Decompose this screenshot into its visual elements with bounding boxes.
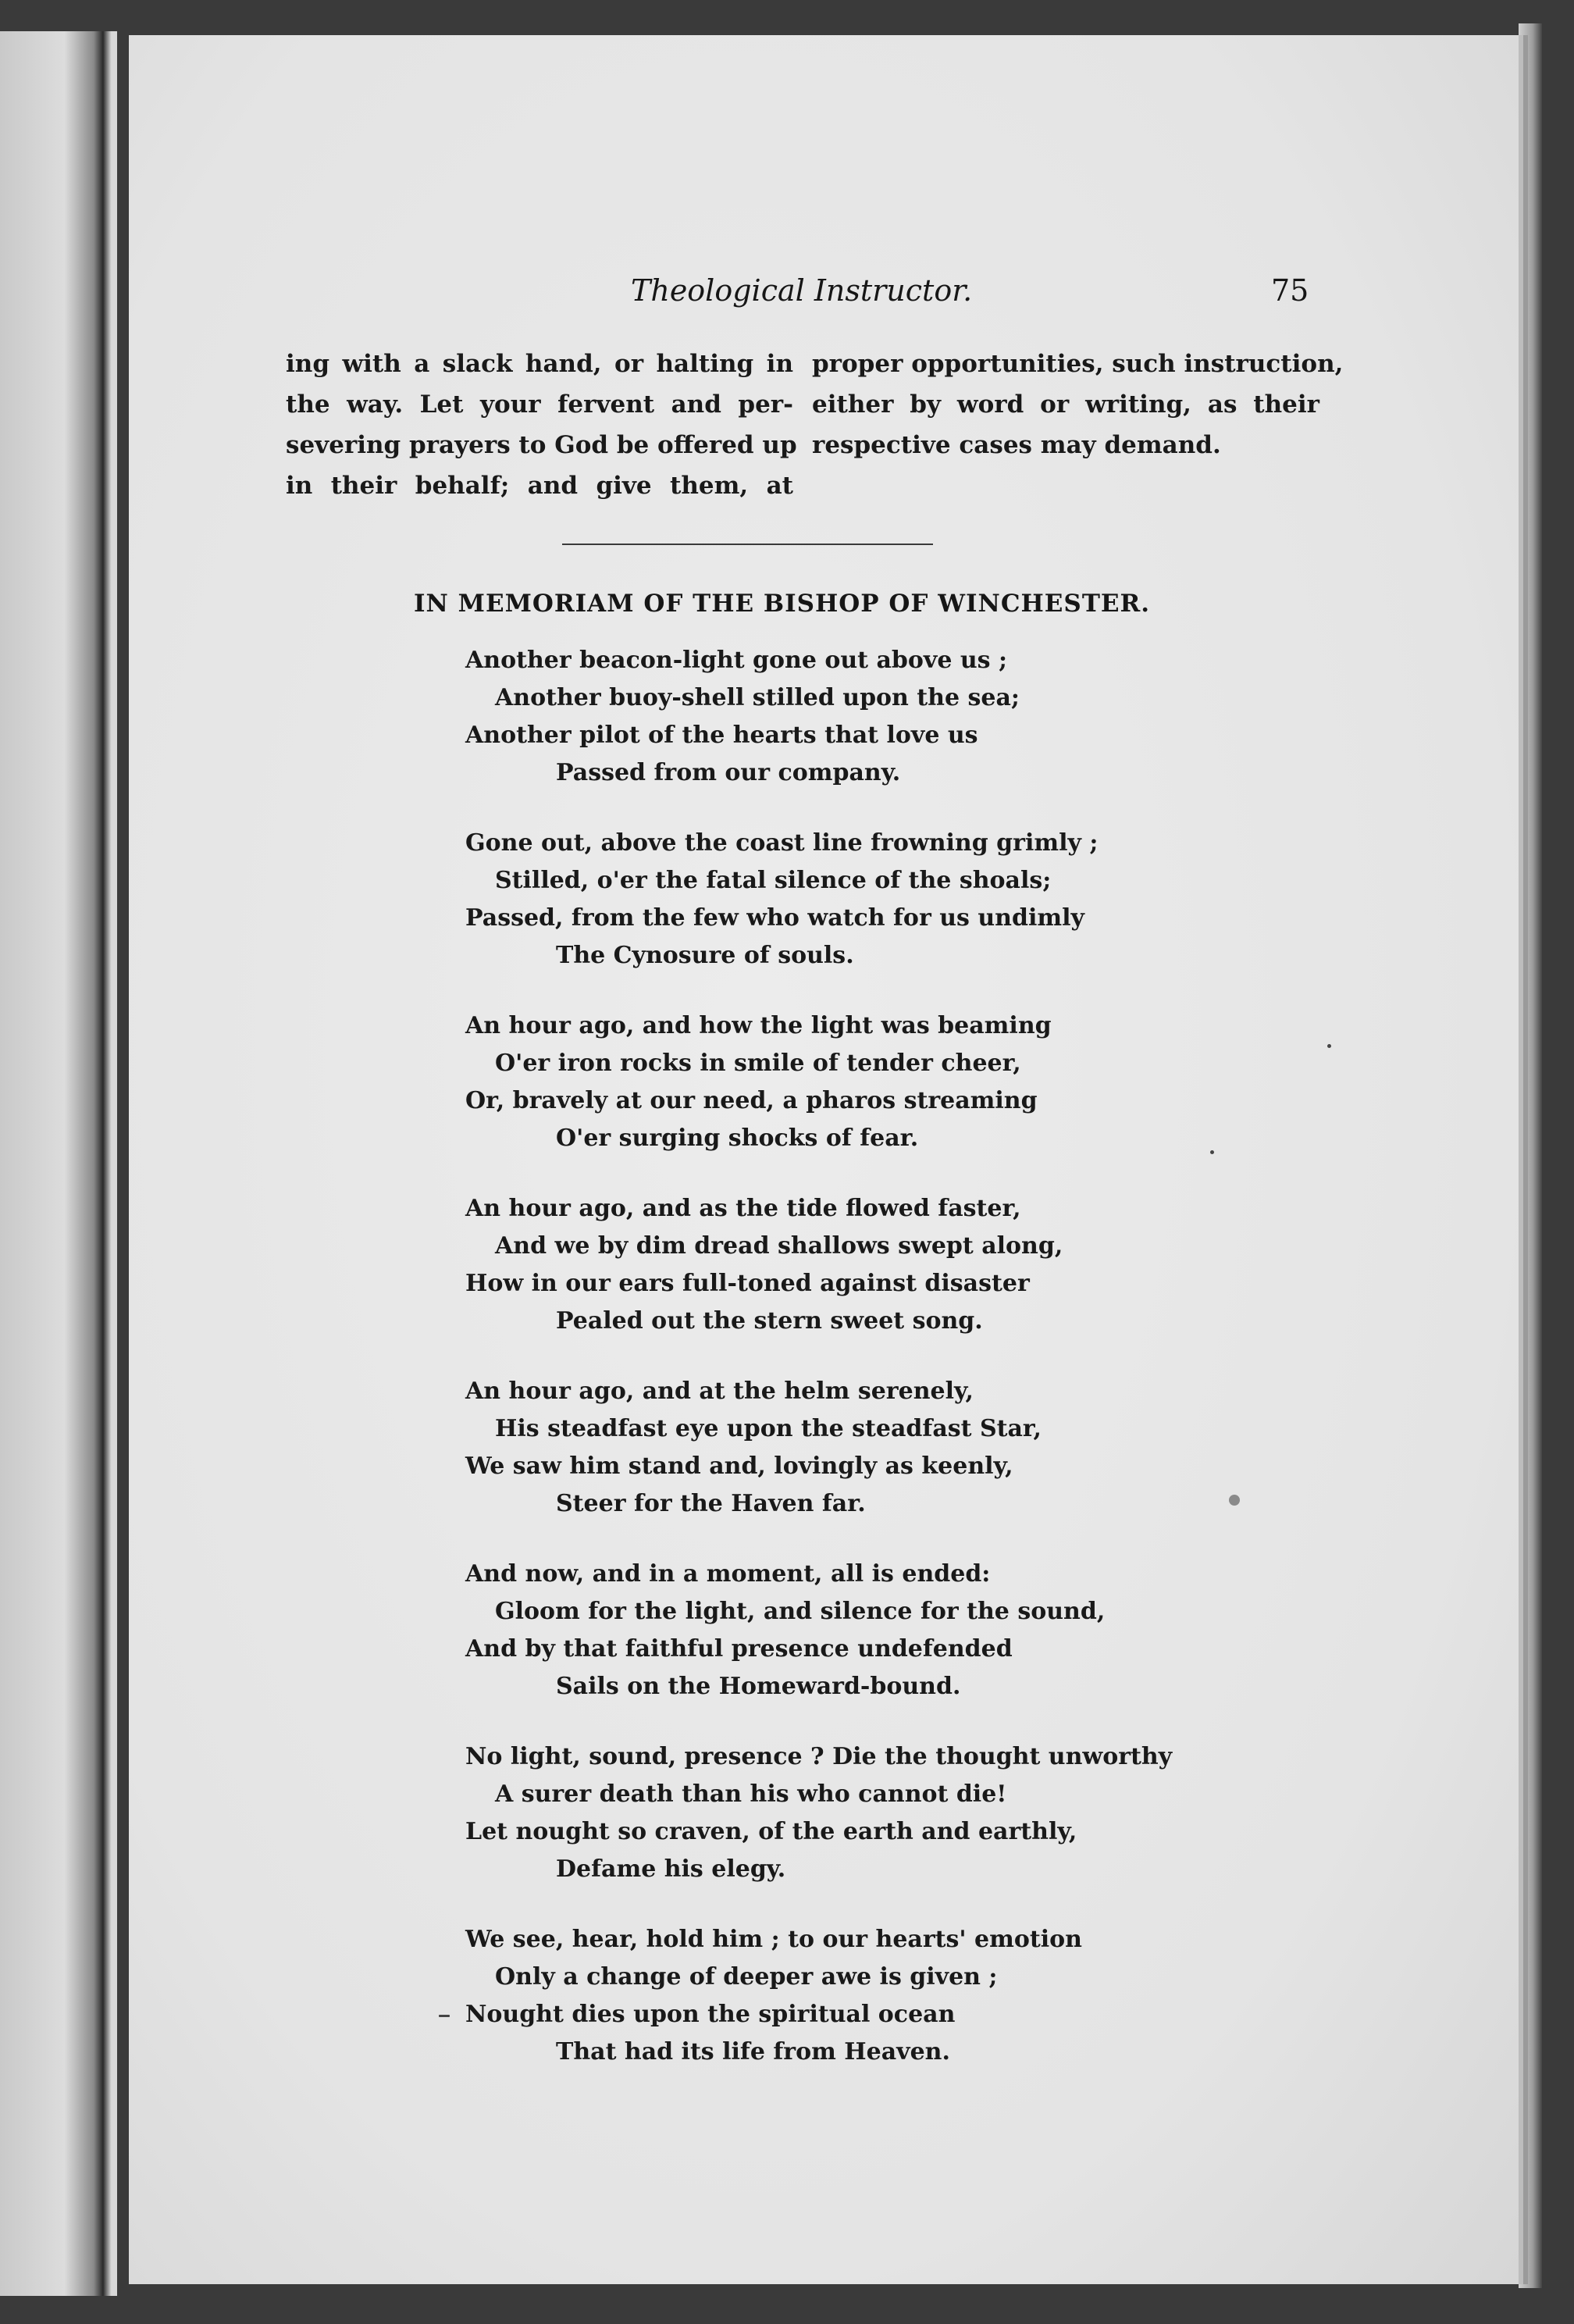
poem-line: That had its life from Heaven. <box>556 2038 950 2066</box>
prose-right-column <box>812 344 1344 465</box>
page-edge <box>1519 23 1542 2288</box>
poem-line: An hour ago, and as the tide flowed faster, <box>465 1195 1021 1222</box>
book-spine-edge <box>0 31 117 2296</box>
stanza-5 <box>465 1373 1172 1523</box>
poem-line: Passed from our company. <box>556 759 901 786</box>
poem-line: Or, bravely at our need, a pharos streaming <box>465 1087 1038 1114</box>
scan-speck <box>1229 1495 1240 1506</box>
scan-speck <box>1327 1044 1331 1048</box>
poem-line: His steadfast eye upon the steadfast Star, <box>495 1415 1042 1442</box>
poem-title: IN MEMORIAM OF THE BISHOP OF WINCHESTER. <box>414 590 1151 618</box>
poem-line: And by that faithful presence undefended <box>465 1635 1013 1663</box>
poem-line: Another pilot of the hearts that love us <box>465 722 978 749</box>
poem-line: Another buoy-shell stilled upon the sea; <box>495 684 1020 711</box>
prose-line: proper opportunities, such instruction, <box>812 350 1344 378</box>
poem-line: An hour ago, and how the light was beaming <box>465 1012 1052 1039</box>
stanza-3 <box>465 1007 1172 1157</box>
poem-line: And now, and in a moment, all is ended: <box>465 1560 991 1588</box>
scan-speck <box>439 2015 450 2017</box>
poem-line: Only a change of deeper awe is given ; <box>495 1963 998 1991</box>
section-divider <box>562 544 933 545</box>
stanza-8 <box>465 1921 1172 2071</box>
stanza-6 <box>465 1556 1172 1706</box>
poem-line: The Cynosure of souls. <box>556 942 854 969</box>
stanza-7 <box>465 1738 1172 1888</box>
running-title: Theological Instructor. <box>631 273 973 308</box>
poem-line: And we by dim dread shallows swept along, <box>495 1232 1063 1260</box>
prose-line: respective cases may demand. <box>812 431 1221 459</box>
poem-line: A surer death than his who cannot die! <box>495 1780 1007 1808</box>
poem-line: Gloom for the light, and silence for the sound, <box>495 1598 1106 1625</box>
poem-line: We see, hear, hold him ; to our hearts' emotion <box>465 1926 1082 1953</box>
poem-line: No light, sound, presence ? Die the thought unworthy <box>465 1743 1173 1770</box>
prose-line: in their behalf; and give them, at <box>286 472 793 500</box>
poem-line: Steer for the Haven far. <box>556 1490 866 1517</box>
prose-line: severing prayers to God be offered up <box>286 431 797 459</box>
prose-line: the way. Let your fervent and per- <box>286 390 793 419</box>
poem-line: Defame his elegy. <box>556 1855 786 1883</box>
poem-line: Nought dies upon the spiritual ocean <box>465 2001 956 2028</box>
poem-line: O'er iron rocks in smile of tender cheer, <box>495 1050 1021 1077</box>
poem-line: We saw him stand and, lovingly as keenly, <box>465 1452 1013 1480</box>
stanza-2 <box>465 825 1172 975</box>
poem-line: Let nought so craven, of the earth and earthly, <box>465 1818 1077 1845</box>
stanza-1 <box>465 642 1172 792</box>
stanza-4 <box>465 1190 1172 1340</box>
poem-line: Sails on the Homeward-bound. <box>556 1673 961 1700</box>
poem-line: O'er surging shocks of fear. <box>556 1125 919 1152</box>
poem-line: Another beacon-light gone out above us ; <box>465 647 1008 674</box>
poem-line: Pealed out the stern sweet song. <box>556 1307 983 1335</box>
prose-left-column <box>286 344 797 506</box>
page-number: 75 <box>1271 273 1309 308</box>
poem-body <box>465 642 1172 2104</box>
scan-speck <box>1210 1150 1214 1154</box>
poem-line: An hour ago, and at the helm serenely, <box>465 1378 974 1405</box>
prose-line: ing with a slack hand, or halting in <box>286 350 793 378</box>
poem-line: Stilled, o'er the fatal silence of the shoals; <box>495 867 1052 894</box>
poem-line: How in our ears full-toned against disaster <box>465 1270 1030 1297</box>
poem-line: Passed, from the few who watch for us undimly <box>465 904 1084 932</box>
poem-line: Gone out, above the coast line frowning grimly ; <box>465 829 1099 857</box>
prose-line: either by word or writing, as their <box>812 390 1319 419</box>
